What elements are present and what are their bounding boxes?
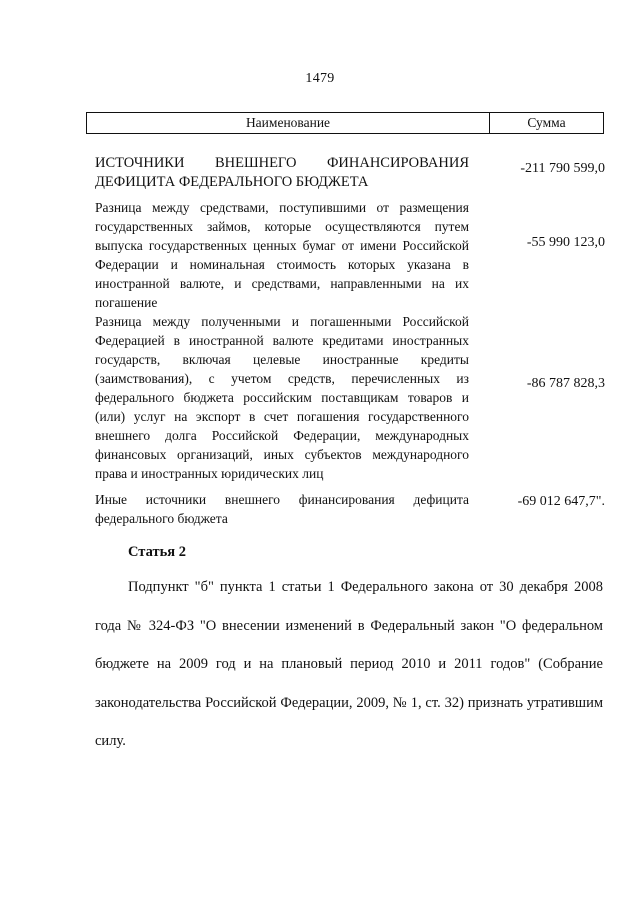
article-heading: Статья 2 bbox=[128, 544, 186, 560]
table-row bbox=[95, 198, 605, 312]
page-number: 1479 bbox=[305, 71, 335, 86]
row-amount: -69 012 647,7". bbox=[517, 494, 605, 509]
table-row bbox=[95, 154, 605, 192]
row-amount: -211 790 599,0 bbox=[520, 161, 605, 176]
row-name: Разница между полученными и погашенными Российской Федерацией в иностранной валюте кредитами иностранных государств, включая целевые иностранные кредиты (заимствования), с учетом средств, перечисленных из федерального бюджета российским поставщикам товаров и (или) услуг на экспорт в счет погашения государственного внешнего долга Российской Федерации, международных финансовых организаций, иных субъектов международного права и иностранных юридических лиц bbox=[95, 314, 469, 481]
column-header-name: Наименование bbox=[87, 113, 490, 133]
row-amount: -55 990 123,0 bbox=[526, 235, 605, 250]
row-name: ИСТОЧНИКИ ВНЕШНЕГО ФИНАНСИРОВАНИЯ ДЕФИЦИТА ФЕДЕРАЛЬНОГО БЮДЖЕТА bbox=[95, 155, 469, 190]
column-header-sum: Сумма bbox=[527, 115, 566, 130]
article-text: Подпункт "б" пункта 1 статьи 1 Федерального закона от 30 декабря 2008 года № 324-ФЗ "О внесении изменений в Федеральный закон "О федеральном бюджете на 2009 год и на плановый период 2010 и 2011 годов" (Собрание законодательства Российской Федерации, 2009, № 1, ст. 32) признать утратившим силу. bbox=[95, 579, 603, 750]
table-header bbox=[86, 112, 604, 134]
table-row bbox=[95, 490, 605, 528]
row-name: Разница между средствами, поступившими от размещения государственных займов, которые осуществляются путем выпуска государственных ценных бумаг от имени Российской Федерации и номинальная стоимость которых указана в иностранной валюте, и средствами, направленными на их погашение bbox=[95, 200, 469, 310]
table-row bbox=[95, 312, 605, 483]
row-name: Иные источники внешнего финансирования дефицита федерального бюджета bbox=[95, 492, 469, 526]
row-amount: -86 787 828,3 bbox=[526, 376, 605, 391]
